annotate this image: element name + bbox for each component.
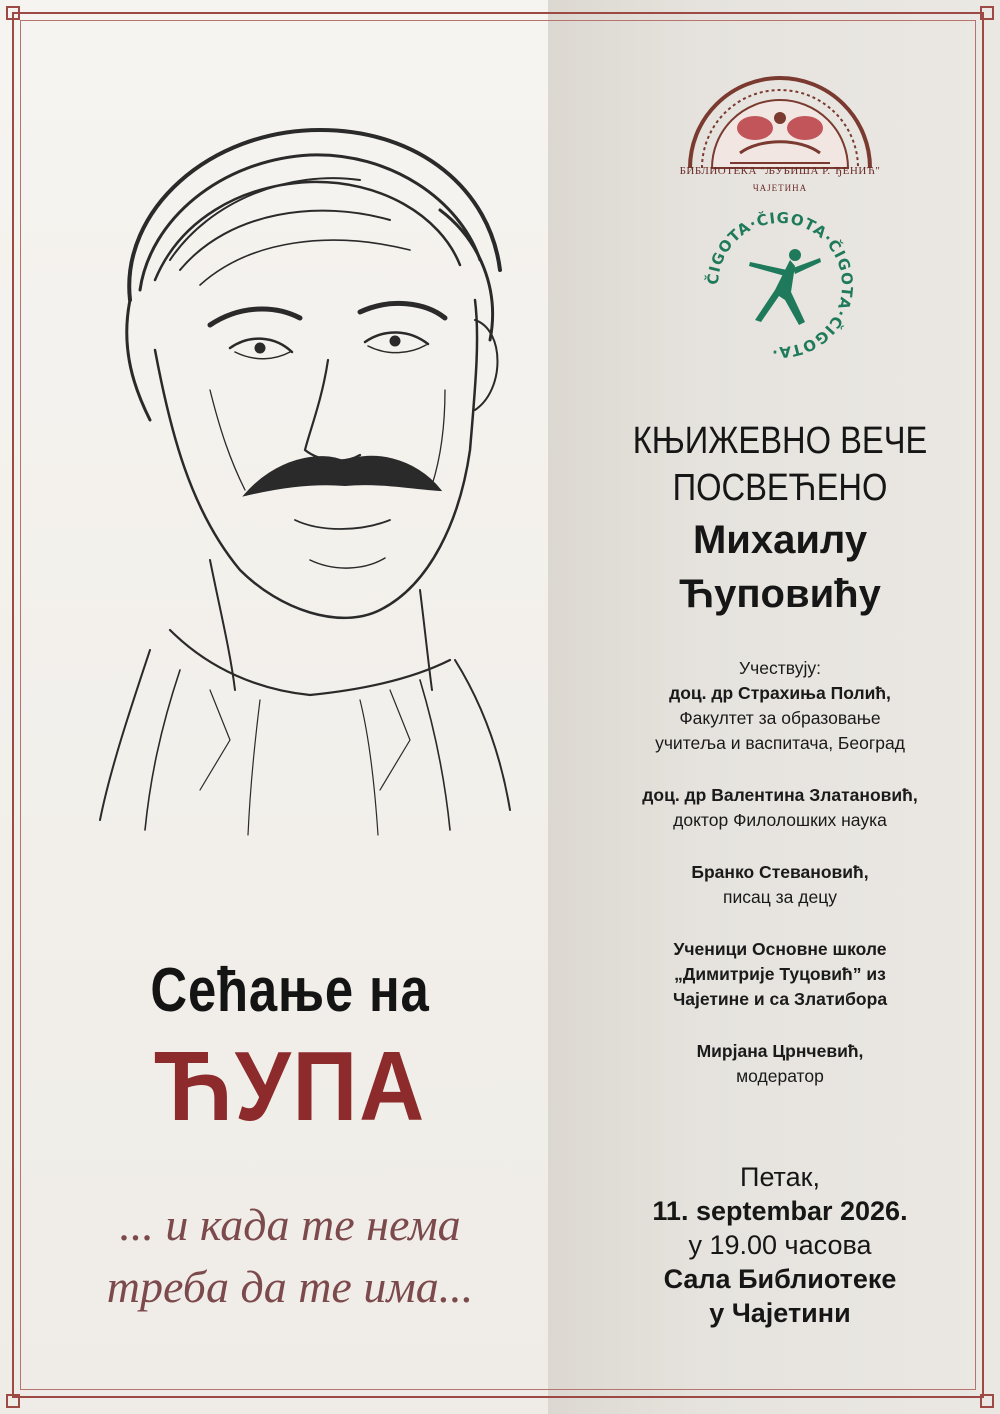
participant-role: писац за децу bbox=[723, 887, 837, 907]
event-date: 11. septembar 2026. bbox=[652, 1196, 908, 1226]
participant-role: модератор bbox=[736, 1066, 824, 1086]
event-details bbox=[560, 1160, 1000, 1330]
event-time: у 19.00 часова bbox=[688, 1230, 872, 1260]
participant-name: Чајетине и са Златибора bbox=[672, 989, 888, 1009]
event-venue-town: у Чајетини bbox=[709, 1298, 851, 1328]
participant-name: Бранко Стевановић, bbox=[691, 862, 869, 882]
cigota-logo bbox=[695, 200, 865, 370]
participant-role: учитеља и васпитача, Београд bbox=[655, 733, 905, 753]
corner-ornament bbox=[6, 6, 20, 20]
participants-list bbox=[560, 656, 1000, 1089]
participant-role: Факултет за образовање bbox=[679, 708, 881, 728]
quote-line-2: треба да те има... bbox=[106, 1261, 474, 1312]
honoree-first-name: Михаилу bbox=[692, 518, 868, 562]
honoree-last-name: Ћуповићу bbox=[679, 572, 881, 616]
library-town: ЧАЈЕТИНА bbox=[752, 183, 808, 193]
participant-name: доц. др Валентина Златановић, bbox=[642, 785, 918, 805]
participant-name: „Димитрије Туцовић” из bbox=[674, 964, 886, 984]
event-line-2: ПОСВЕЋЕНО bbox=[672, 467, 888, 509]
portrait-sketch bbox=[60, 90, 530, 850]
participant-name: доц. др Страхиња Полић, bbox=[669, 683, 891, 703]
corner-ornament bbox=[980, 1394, 994, 1408]
participant-name: Ученици Основне школе bbox=[673, 939, 887, 959]
title-line-2: ЋУПА bbox=[153, 1031, 427, 1141]
corner-ornament bbox=[980, 6, 994, 20]
cigota-ring-text: ČIGOTA·ČIGOTA·ČIGOTA·ČIGOTA· bbox=[703, 208, 857, 362]
quote-line-1: ... и када те нема bbox=[119, 1199, 461, 1250]
participant-name: Мирјана Црнчевић, bbox=[696, 1041, 864, 1061]
event-venue: Сала Библиотеке bbox=[663, 1264, 897, 1294]
corner-ornament bbox=[6, 1394, 20, 1408]
participants-heading: Учествују: bbox=[739, 658, 821, 678]
title-line-1: Сећање на bbox=[150, 956, 430, 1025]
library-name: БИБЛИОТЕКА "ЉУБИША Р. ЂЕНИЋ" bbox=[679, 165, 881, 177]
participant-role: доктор Филолошких наука bbox=[673, 810, 887, 830]
event-day: Петак, bbox=[740, 1162, 820, 1192]
event-line-1: КЊИЖЕВНО ВЕЧЕ bbox=[632, 420, 928, 462]
